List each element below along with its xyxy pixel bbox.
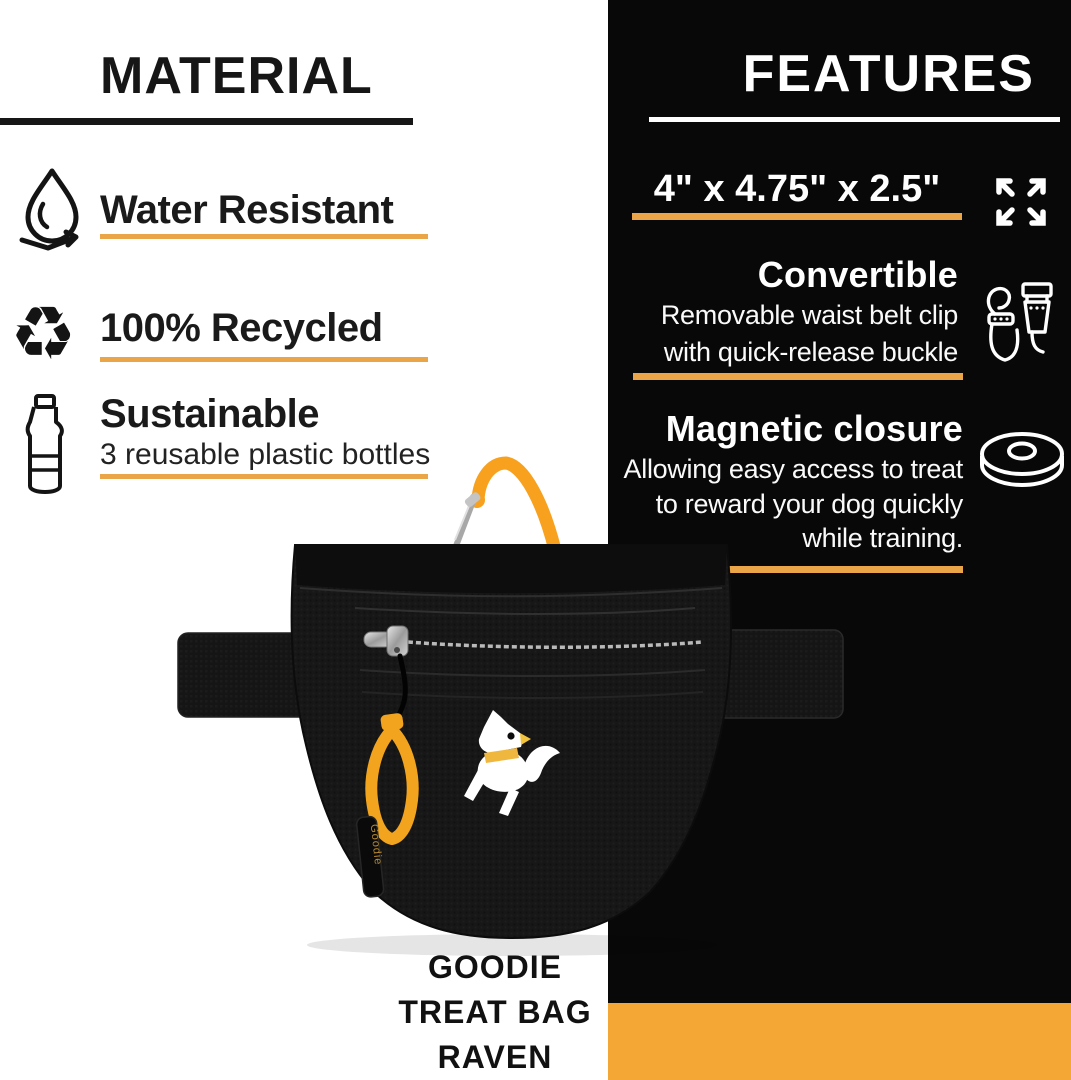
magnetic-line: Allowing easy access to treat [623, 454, 963, 484]
recycled-underline [100, 357, 428, 362]
material-title-underline [0, 118, 413, 125]
features-title-underline [649, 117, 1060, 122]
convertible-line: Removable waist belt clip [660, 300, 958, 330]
caption-line: TREAT BAG [398, 994, 592, 1030]
carabiner-clip [455, 463, 555, 550]
water-drop-icon [16, 166, 88, 252]
treat-bag [292, 545, 731, 938]
features-title: FEATURES [742, 45, 1035, 103]
material-title: MATERIAL [100, 47, 373, 105]
bottle-icon [22, 394, 68, 498]
material-item-label: 100% Recycled [100, 306, 383, 350]
caption-line: GOODIE [427, 949, 562, 985]
magnetic-title: Magnetic closure [665, 408, 963, 449]
dimensions-underline [632, 213, 962, 220]
belt-clip-icon [981, 280, 1055, 382]
material-item-label: Water Resistant [100, 188, 394, 232]
bottom-orange-strip [608, 1003, 1071, 1080]
material-item-label: Sustainable [100, 392, 320, 436]
svg-text:Goodie: Goodie [367, 823, 385, 867]
magnet-icon [976, 430, 1068, 492]
product-photo [150, 440, 870, 960]
water-resistant-underline [100, 234, 428, 239]
convertible-underline [633, 373, 963, 380]
magnetic-line: while training. [802, 523, 963, 553]
magnetic-line: to reward your dog quickly [655, 489, 963, 519]
caption-line: RAVEN [437, 1039, 553, 1075]
convertible-line: with quick-release buckle [663, 337, 958, 367]
material-item-subtext: 3 reusable plastic bottles [100, 438, 431, 471]
dimensions-text: 4" x 4.75" x 2.5" [653, 168, 941, 210]
recycle-icon: ♻ [10, 291, 77, 377]
expand-arrows-icon [992, 174, 1050, 230]
convertible-title: Convertible [757, 254, 958, 295]
product-caption [360, 945, 630, 1080]
